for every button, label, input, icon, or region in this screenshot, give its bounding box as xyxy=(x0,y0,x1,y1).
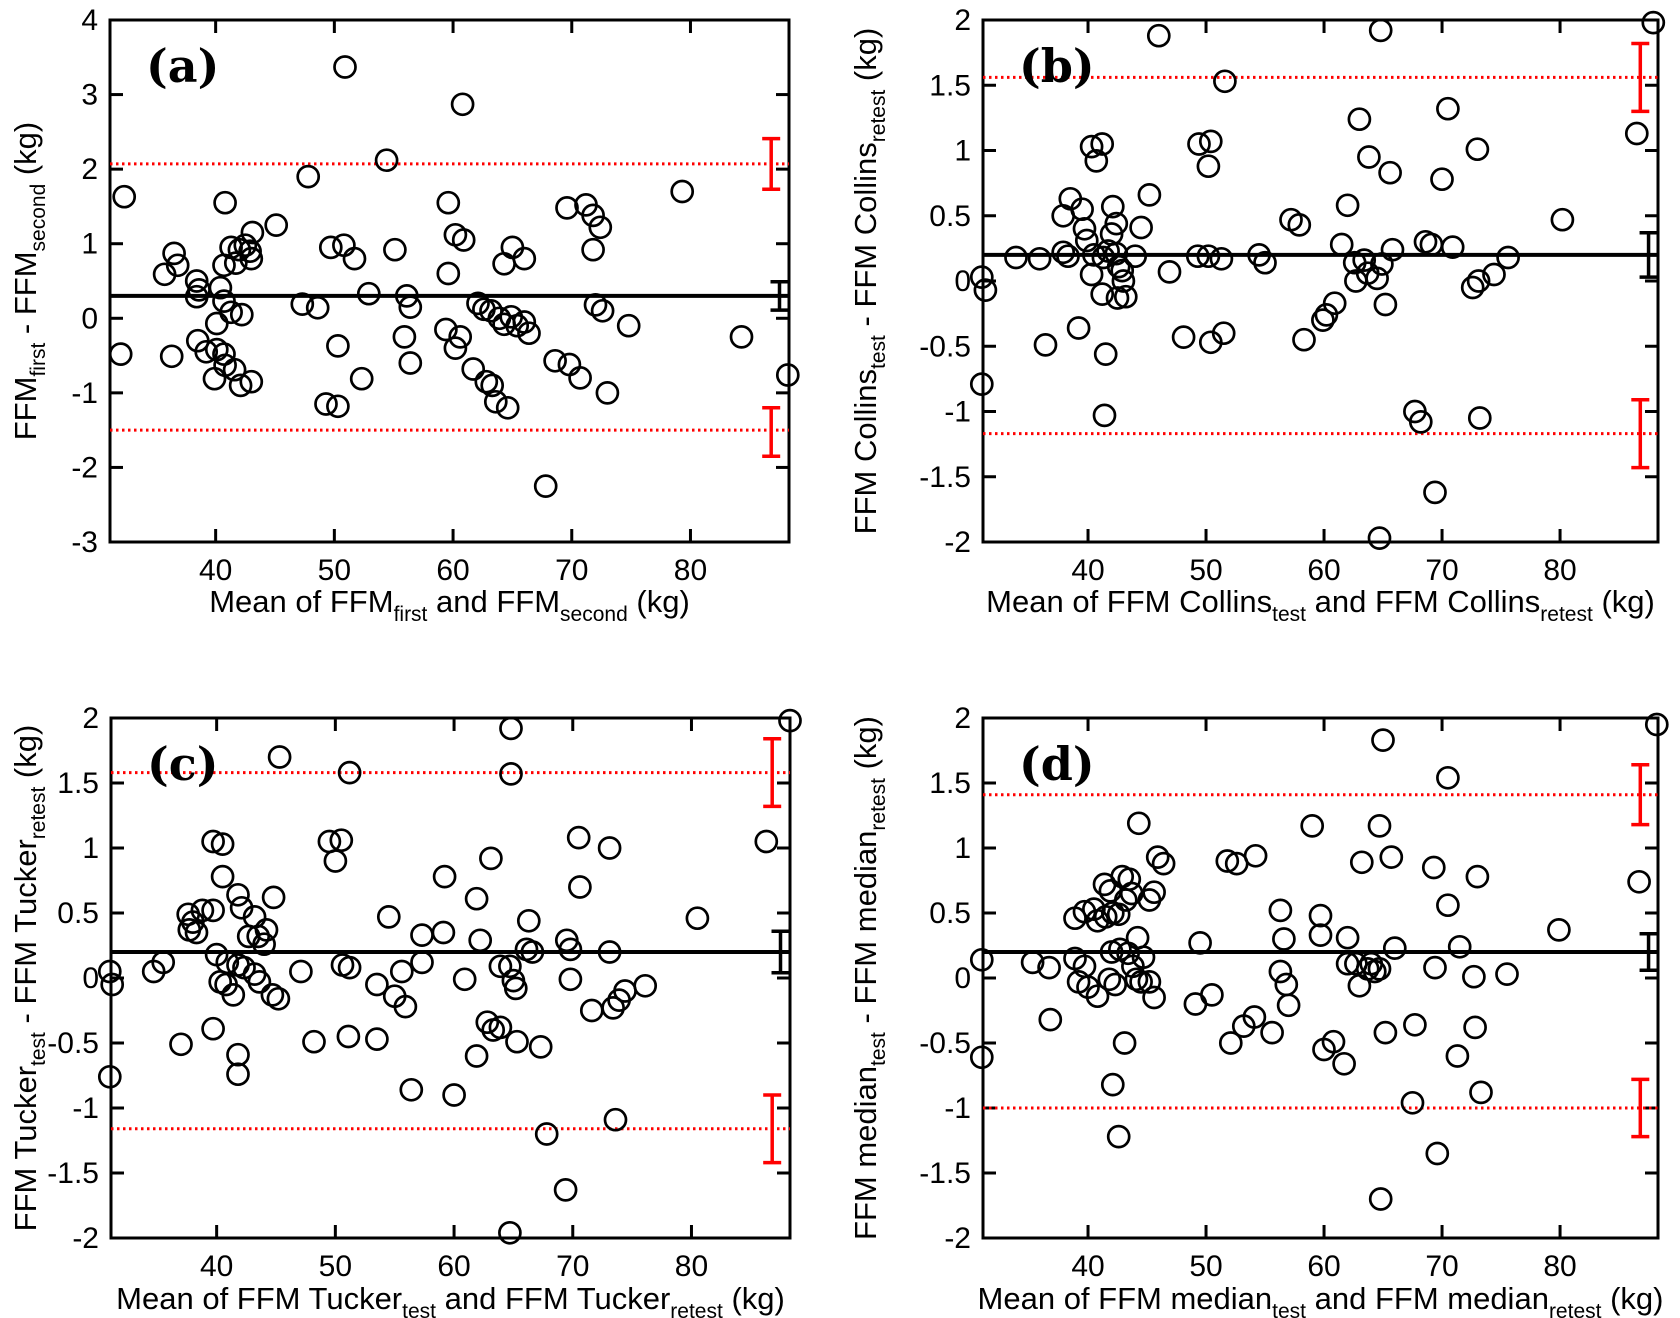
data-point xyxy=(1469,408,1490,429)
data-point xyxy=(501,718,522,739)
x-tick-label: 60 xyxy=(1307,554,1341,587)
data-point xyxy=(1211,248,1232,269)
y-tick-label: 1 xyxy=(82,832,99,865)
data-point xyxy=(1099,969,1120,990)
data-point xyxy=(1148,25,1169,46)
data-point xyxy=(400,353,421,374)
y-tick-label: -1.5 xyxy=(919,460,971,494)
panel-a-group xyxy=(8,4,798,626)
data-point xyxy=(1119,869,1140,890)
data-point xyxy=(1040,1009,1061,1030)
panel-letter: (a) xyxy=(146,39,220,93)
data-point xyxy=(1384,938,1405,959)
data-point xyxy=(325,851,346,872)
data-point xyxy=(1310,905,1331,926)
data-point xyxy=(433,922,454,943)
data-point xyxy=(307,297,328,318)
x-tick-label: 40 xyxy=(1071,1250,1105,1283)
data-point xyxy=(1465,1017,1486,1038)
y-tick-label: -1 xyxy=(944,395,971,429)
data-point xyxy=(672,181,693,202)
y-tick-label: -1 xyxy=(72,1092,99,1125)
data-point xyxy=(1128,813,1149,834)
data-point xyxy=(304,1031,325,1052)
data-point xyxy=(1092,284,1113,305)
data-point xyxy=(269,747,290,768)
data-point xyxy=(378,906,399,927)
data-point xyxy=(1068,318,1089,339)
data-point xyxy=(1278,995,1299,1016)
data-point xyxy=(1159,261,1180,282)
data-point xyxy=(466,888,487,909)
data-point xyxy=(228,884,249,905)
data-point xyxy=(597,382,618,403)
x-tick-label: 50 xyxy=(1189,554,1223,587)
data-point xyxy=(1369,528,1390,549)
data-point xyxy=(1369,815,1390,836)
y-tick-label: -2 xyxy=(71,451,98,485)
data-point xyxy=(290,961,311,982)
y-tick-label: -1 xyxy=(71,376,98,410)
data-point xyxy=(1370,1189,1391,1210)
data-point xyxy=(1402,1092,1423,1113)
y-axis-label: FFM Tucker$_{test}$ - FFM Tucker$_{retest}$ (kg) xyxy=(8,724,50,1232)
data-point xyxy=(171,1034,192,1055)
data-point xyxy=(756,831,777,852)
data-point xyxy=(1447,1046,1468,1067)
data-point xyxy=(1449,936,1470,957)
data-point xyxy=(1095,344,1116,365)
data-point xyxy=(1351,852,1372,873)
data-point xyxy=(1467,866,1488,887)
y-axis-label: $FFM_{first} - FFM_{second}$ (kg) xyxy=(8,121,50,441)
y-tick-label: 1 xyxy=(954,832,971,865)
y-tick-label: -2 xyxy=(72,1222,99,1255)
x-tick-label: 40 xyxy=(1071,554,1105,587)
data-point xyxy=(1423,857,1444,878)
y-tick-label: -0.5 xyxy=(919,1027,971,1060)
data-point xyxy=(1425,957,1446,978)
data-point xyxy=(331,830,352,851)
data-point xyxy=(536,1124,557,1145)
data-point xyxy=(1373,730,1394,751)
y-tick-label: 1 xyxy=(954,134,971,168)
data-point xyxy=(1081,264,1102,285)
panel-letter: (d) xyxy=(1019,737,1095,791)
x-tick-label: 70 xyxy=(555,554,589,587)
y-tick-label: 0.5 xyxy=(57,897,99,930)
y-tick-label: -0.5 xyxy=(919,330,971,364)
x-tick-label: 40 xyxy=(199,1250,234,1283)
y-tick-label: -0.5 xyxy=(47,1027,99,1060)
data-point xyxy=(1270,961,1291,982)
data-point xyxy=(228,1044,249,1065)
data-point xyxy=(1375,294,1396,315)
data-point xyxy=(1139,184,1160,205)
data-point xyxy=(618,315,639,336)
x-tick-label: 40 xyxy=(198,554,233,587)
data-point xyxy=(502,237,523,258)
data-point xyxy=(1382,239,1403,260)
x-axis-label: Mean of FFM Tucker$_{test}$ and FFM Tucker$_{retest}$ (kg) xyxy=(116,1281,785,1318)
data-point xyxy=(1471,1082,1492,1103)
x-tick-label: 60 xyxy=(437,1250,471,1283)
x-tick-label: 70 xyxy=(1425,554,1459,587)
data-point xyxy=(366,1029,387,1050)
y-tick-label: -3 xyxy=(71,526,98,559)
data-point xyxy=(164,243,185,264)
data-point xyxy=(1437,895,1458,916)
data-point xyxy=(545,350,566,371)
data-point xyxy=(581,1000,602,1021)
data-point xyxy=(1462,277,1483,298)
data-point xyxy=(327,396,348,417)
data-point xyxy=(1498,247,1519,268)
x-axis-label: Mean of FFM Collins$_{test}$ and FFM Collins$_{retest}$ (kg) xyxy=(986,584,1655,626)
data-point xyxy=(335,57,356,78)
data-point xyxy=(1358,147,1379,168)
y-tick-label: 2 xyxy=(82,702,99,735)
data-point xyxy=(327,335,348,356)
data-point xyxy=(412,925,433,946)
data-point xyxy=(605,1109,626,1130)
y-tick-label: 1.5 xyxy=(929,69,971,103)
x-tick-label: 70 xyxy=(556,1250,590,1283)
data-point xyxy=(555,1179,576,1200)
data-point xyxy=(1432,169,1453,190)
data-point xyxy=(203,1018,224,1039)
x-tick-label: 50 xyxy=(317,554,352,587)
data-point xyxy=(444,1085,465,1106)
data-point xyxy=(1035,334,1056,355)
data-point xyxy=(569,877,590,898)
x-axis-label: Mean of $FFM_{first}$ and $FFM_{second}$ (kg) xyxy=(209,584,690,626)
data-point xyxy=(1467,139,1488,160)
data-point xyxy=(731,326,752,347)
data-point xyxy=(438,192,459,213)
y-tick-label: 2 xyxy=(954,702,971,735)
data-point xyxy=(114,186,135,207)
data-point xyxy=(438,263,459,284)
x-tick-label: 80 xyxy=(673,554,708,587)
data-point xyxy=(559,354,580,375)
panel-letter: (c) xyxy=(147,737,219,791)
data-point xyxy=(204,368,225,389)
data-point xyxy=(1427,1143,1448,1164)
data-point xyxy=(1643,12,1664,33)
data-point xyxy=(1404,1014,1425,1035)
data-point xyxy=(1548,919,1569,940)
data-point xyxy=(268,988,289,1009)
panel-a-chart xyxy=(0,0,840,659)
data-point xyxy=(1198,156,1219,177)
x-tick-label: 70 xyxy=(1425,1250,1459,1283)
y-tick-label: -1 xyxy=(944,1092,971,1125)
data-point xyxy=(975,280,996,301)
data-point xyxy=(1437,98,1458,119)
data-point xyxy=(1552,209,1573,230)
data-point xyxy=(161,346,182,367)
y-tick-label: 0 xyxy=(954,962,971,995)
x-tick-label: 80 xyxy=(674,1250,709,1283)
y-tick-label: 1.5 xyxy=(57,767,99,800)
x-tick-label: 50 xyxy=(1189,1250,1223,1283)
data-point xyxy=(454,969,475,990)
panel-letter: (b) xyxy=(1019,39,1095,93)
data-point xyxy=(1276,974,1297,995)
data-point xyxy=(434,866,455,887)
data-point xyxy=(333,235,354,256)
data-point xyxy=(1108,1126,1129,1147)
data-point xyxy=(557,197,578,218)
data-point xyxy=(570,367,591,388)
data-point xyxy=(1220,1033,1241,1054)
data-point xyxy=(1294,329,1315,350)
data-point xyxy=(590,217,611,238)
data-point xyxy=(635,975,656,996)
y-tick-label: 0 xyxy=(82,962,99,995)
data-point xyxy=(1105,974,1126,995)
data-point xyxy=(497,397,518,418)
data-point xyxy=(1497,964,1518,985)
panel-b-chart xyxy=(840,0,1680,659)
data-point xyxy=(344,248,365,269)
y-tick-label: 1.5 xyxy=(929,767,971,800)
data-point xyxy=(1053,205,1074,226)
data-point xyxy=(1331,234,1352,255)
data-point xyxy=(687,908,708,929)
x-tick-label: 80 xyxy=(1543,1250,1577,1283)
data-point xyxy=(338,1026,359,1047)
data-point xyxy=(1273,929,1294,950)
y-tick-label: -1.5 xyxy=(919,1157,971,1190)
data-point xyxy=(1262,1022,1283,1043)
data-point xyxy=(599,838,620,859)
data-point xyxy=(1147,847,1168,868)
data-point xyxy=(1302,815,1323,836)
data-point xyxy=(518,910,539,931)
panel-b-group xyxy=(848,4,1664,626)
data-point xyxy=(568,827,589,848)
data-point xyxy=(1094,874,1115,895)
data-point xyxy=(514,248,535,269)
y-tick-label: 0.5 xyxy=(929,897,971,930)
data-point xyxy=(1380,162,1401,183)
data-point xyxy=(494,253,515,274)
data-point xyxy=(1153,853,1174,874)
data-point xyxy=(1312,310,1333,331)
data-point xyxy=(1425,482,1446,503)
y-axis-label: FFM Collins$_{test}$ - FFM Collins$_{retest}$ (kg) xyxy=(848,27,890,535)
data-point xyxy=(530,1036,551,1057)
y-tick-label: 2 xyxy=(954,4,971,37)
data-point xyxy=(206,313,227,334)
data-point xyxy=(1337,927,1358,948)
data-point xyxy=(228,1064,249,1085)
y-tick-label: -2 xyxy=(944,526,971,559)
data-point xyxy=(1245,845,1266,866)
data-point xyxy=(499,1222,520,1243)
x-tick-label: 60 xyxy=(436,554,470,587)
y-tick-label: 4 xyxy=(81,4,98,37)
data-point xyxy=(384,239,405,260)
y-tick-label: 3 xyxy=(81,78,98,112)
y-tick-label: 2 xyxy=(81,153,98,187)
data-point xyxy=(401,1079,422,1100)
data-point xyxy=(583,239,604,260)
data-point xyxy=(1370,20,1391,41)
data-point xyxy=(1334,1053,1355,1074)
data-point xyxy=(266,215,287,236)
data-point xyxy=(1381,847,1402,868)
y-tick-label: 0 xyxy=(81,302,98,336)
plot-box xyxy=(111,718,790,1238)
data-point xyxy=(1094,405,1115,426)
panel-d-chart xyxy=(840,659,1680,1318)
data-point xyxy=(1100,880,1121,901)
data-point xyxy=(394,326,415,347)
data-point xyxy=(535,476,556,497)
panel-c-chart xyxy=(0,659,840,1318)
data-point xyxy=(110,344,131,365)
data-point xyxy=(1337,195,1358,216)
data-point xyxy=(358,283,379,304)
data-point xyxy=(1375,1022,1396,1043)
panel-d-group xyxy=(848,702,1667,1318)
data-point xyxy=(1349,975,1370,996)
data-point xyxy=(1201,984,1222,1005)
data-point xyxy=(452,94,473,115)
data-point xyxy=(1173,327,1194,348)
data-point xyxy=(1629,871,1650,892)
data-point xyxy=(1139,890,1160,911)
data-point xyxy=(501,763,522,784)
data-point xyxy=(1310,925,1331,946)
data-point xyxy=(1200,131,1221,152)
data-point xyxy=(1102,1074,1123,1095)
data-point xyxy=(1114,1033,1135,1054)
data-point xyxy=(1349,109,1370,130)
data-point xyxy=(412,952,433,973)
data-point xyxy=(212,866,233,887)
data-point xyxy=(1144,882,1165,903)
data-point xyxy=(560,969,581,990)
data-point xyxy=(1214,71,1235,92)
data-point xyxy=(376,150,397,171)
data-point xyxy=(507,1031,528,1052)
data-point xyxy=(1131,217,1152,238)
data-point xyxy=(391,961,412,982)
data-point xyxy=(1006,247,1027,268)
data-point xyxy=(263,887,284,908)
data-point xyxy=(466,1046,487,1067)
data-point xyxy=(480,848,501,869)
data-point xyxy=(1270,900,1291,921)
y-tick-label: -1.5 xyxy=(47,1157,99,1190)
panel-c-group xyxy=(8,702,801,1318)
y-tick-label: 0.5 xyxy=(929,199,971,233)
data-point xyxy=(1437,767,1458,788)
data-point xyxy=(470,930,491,951)
data-point xyxy=(214,255,235,276)
data-point xyxy=(298,166,319,187)
data-point xyxy=(1626,123,1647,144)
data-point xyxy=(339,762,360,783)
y-tick-label: -2 xyxy=(944,1222,971,1255)
data-point xyxy=(351,368,372,389)
data-point xyxy=(1029,248,1050,269)
data-point xyxy=(339,957,360,978)
x-tick-label: 50 xyxy=(318,1250,353,1283)
x-tick-label: 60 xyxy=(1307,1250,1341,1283)
y-axis-label: FFM median$_{test}$ - FFM median$_{retest}$ (kg) xyxy=(848,716,890,1240)
x-axis-label: Mean of FFM median$_{test}$ and FFM median$_{retest}$ (kg) xyxy=(977,1281,1664,1318)
y-tick-label: 1 xyxy=(81,227,98,261)
data-point xyxy=(463,359,484,380)
data-point xyxy=(215,192,236,213)
data-point xyxy=(1463,966,1484,987)
y-tick-label: 0 xyxy=(954,265,971,298)
x-tick-label: 80 xyxy=(1543,554,1577,587)
